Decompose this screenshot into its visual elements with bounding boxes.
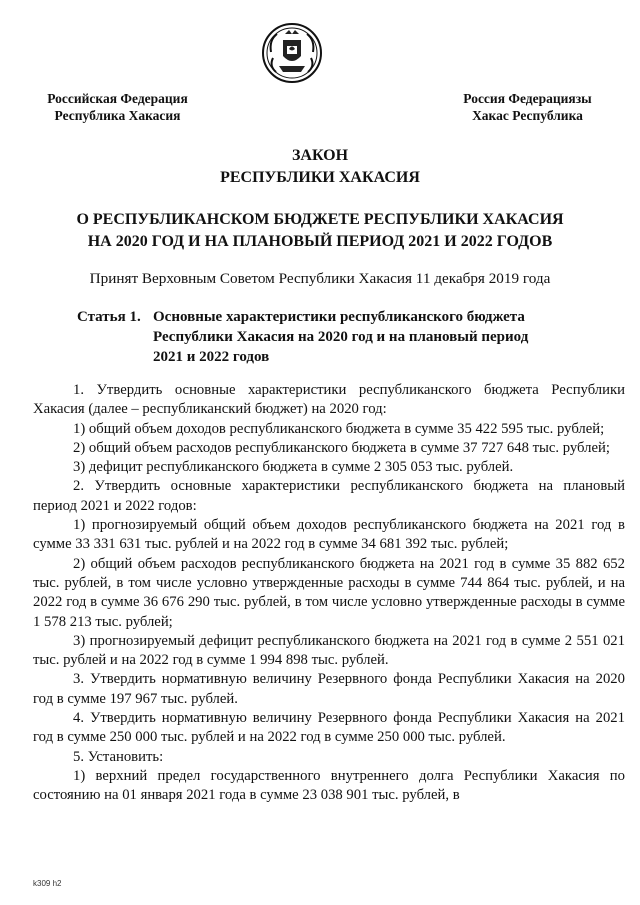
- law-title-line2: РЕСПУБЛИКИ ХАКАСИЯ: [220, 169, 420, 186]
- header-left: [30, 90, 205, 124]
- article-title-line1: Основные характеристики республиканского бюджета: [153, 309, 525, 325]
- header-right-line1: Россия Федерациязы: [463, 91, 592, 106]
- paragraph: 1) прогнозируемый общий объем доходов республиканского бюджета на 2021 год в сумме 33 331 631 тыс. рублей и на 2022 год в сумме 34 681 392 тыс. рублей;: [33, 517, 625, 553]
- article-title-line2: Республики Хакасия на 2020 год и на плановый период: [153, 329, 529, 345]
- budget-title-line2: НА 2020 ГОД И НА ПЛАНОВЫЙ ПЕРИОД 2021 И 2022 ГОДОВ: [87, 233, 553, 250]
- header-right-line2: Хакас Республика: [472, 108, 583, 123]
- header-left-line2: Республика Хакасия: [54, 108, 181, 123]
- paragraph: 5. Установить:: [73, 748, 164, 765]
- header-right: [440, 90, 615, 124]
- footer-document-code: k309 h2: [33, 879, 62, 888]
- article-heading: [77, 307, 617, 367]
- law-title-line1: ЗАКОН: [291, 147, 349, 164]
- article-title-line3: 2021 и 2022 годов: [153, 349, 270, 365]
- paragraph: 1) верхний предел государственного внутреннего долга Республики Хакасия по состоянию на 01 января 2021 года в сумме 23 038 901 тыс. рублей, в: [33, 767, 625, 804]
- header-left-line1: Российская Федерация: [47, 91, 188, 106]
- paragraph: 4. Утвердить нормативную величину Резервного фонда Республики Хакасия на 2021 год в сумме 250 000 тыс. рублей и на 2022 год в сумме 250 000 тыс. рублей.: [33, 710, 625, 746]
- paragraph: 2) общий объем расходов республиканского бюджета на 2021 год в сумме 35 882 652 тыс. рублей, в том числе условно утвержденные расходы в сумме 744 864 тыс. рублей, и на 2022 год в сумме 36 676 290 тыс. рублей, в том числе условно утвержденные расходы в сумме 1 578 213 тыс. рублей;: [33, 555, 625, 630]
- article-body: [33, 381, 625, 806]
- paragraph: 1. Утвердить основные характеристики республиканского бюджета Республики Хакасия (далее – республиканский бюджет) на 2020 год:: [33, 382, 625, 418]
- budget-title-line1: О РЕСПУБЛИКАНСКОМ БЮДЖЕТЕ РЕСПУБЛИКИ ХАКАСИЯ: [76, 211, 564, 228]
- paragraph: 1) общий объем доходов республиканского бюджета в сумме 35 422 595 тыс. рублей;: [73, 420, 605, 437]
- article-label: Статья 1.: [77, 309, 141, 325]
- paragraph: 2. Утвердить основные характеристики республиканского бюджета на плановый период 2021 и 2022 годов:: [33, 478, 625, 514]
- budget-law-title: [0, 209, 640, 253]
- paragraph: 2) общий объем расходов республиканского бюджета в сумме 37 727 648 тыс. рублей;: [73, 439, 610, 456]
- paragraph: 3) прогнозируемый дефицит республиканского бюджета на 2021 год в сумме 2 551 021 тыс. рублей и на 2022 год в сумме 1 994 898 тыс. рублей.: [33, 632, 625, 669]
- paragraph: 3) дефицит республиканского бюджета в сумме 2 305 053 тыс. рублей.: [73, 459, 514, 476]
- article-heading-line1: [77, 307, 617, 327]
- law-title: [0, 145, 640, 189]
- paragraph: 3. Утвердить нормативную величину Резервного фонда Республики Хакасия на 2020 год в сумме 197 967 тыс. рублей.: [33, 671, 625, 707]
- khakassia-coat-of-arms-emblem: [261, 22, 323, 84]
- adoption-statement: Принят Верховным Советом Республики Хакасия 11 декабря 2019 года: [89, 270, 551, 287]
